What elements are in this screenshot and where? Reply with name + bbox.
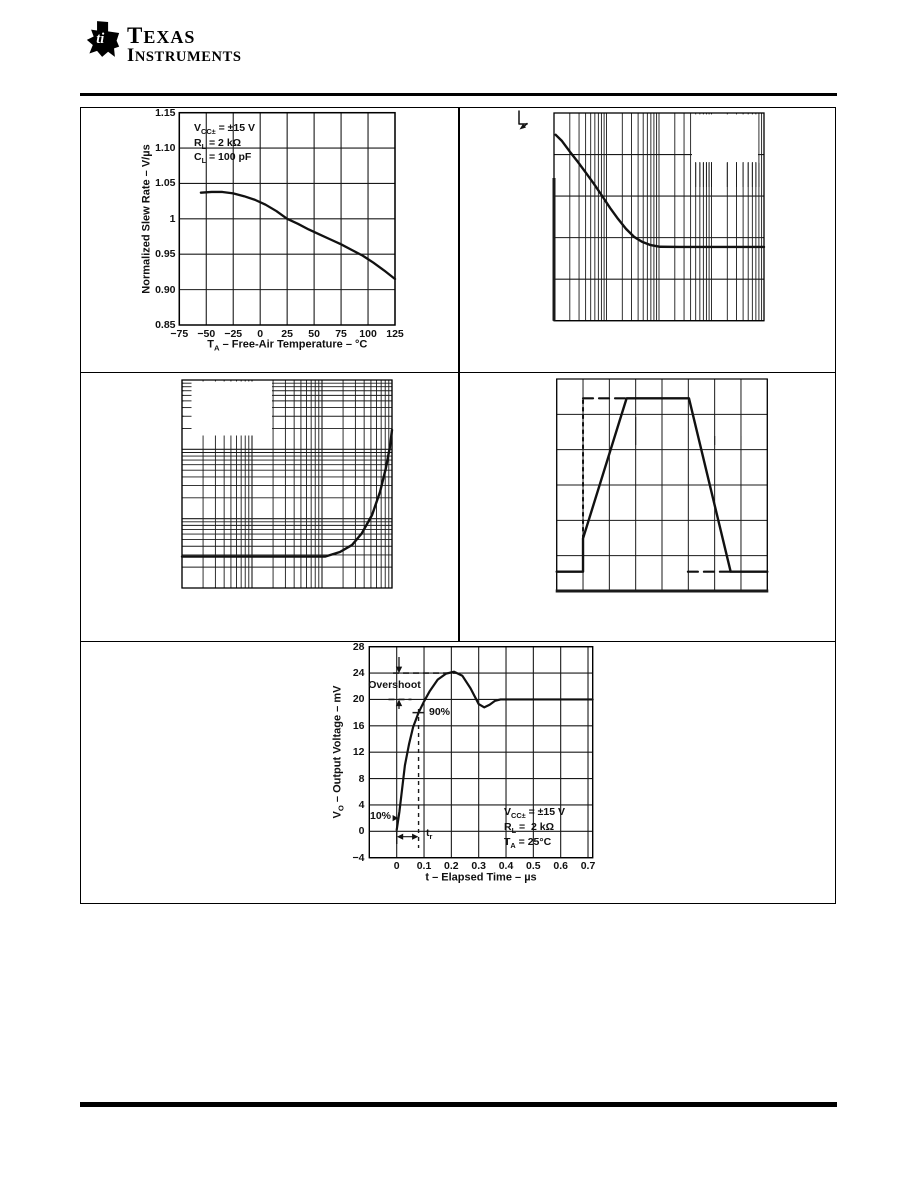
vo-x-tick: 0.4 bbox=[498, 859, 514, 872]
vo-y-tick: 8 bbox=[358, 772, 365, 785]
grid-divider-vertical bbox=[458, 108, 460, 641]
vo-x-tick: 0.3 bbox=[471, 859, 486, 872]
ti-logo bbox=[86, 16, 242, 67]
brand-texas: TEXAS bbox=[127, 23, 196, 48]
slew-x-tick: 125 bbox=[386, 327, 404, 340]
vo-conditions-line: $V_{CC\pm} = \pm 15$ V bbox=[504, 805, 565, 820]
vo-y-tick: 24 bbox=[352, 666, 365, 679]
ti-bug-icon bbox=[86, 16, 120, 62]
p10-label: 10% bbox=[369, 809, 391, 822]
vo-x-tick: 0 bbox=[393, 859, 400, 872]
vo-y-tick: −4 bbox=[352, 851, 365, 864]
charts-grid-frame bbox=[80, 107, 836, 904]
slew-y-tick: 0.95 bbox=[155, 247, 176, 260]
vo-y-tick: 12 bbox=[352, 745, 365, 758]
slew-x-tick: −75 bbox=[170, 327, 189, 340]
vo-x-tick: 0.7 bbox=[580, 859, 596, 872]
ti-bug-letters: ti bbox=[96, 31, 105, 48]
slew-conditions-line: $R_L = 2$ kΩ bbox=[194, 136, 242, 151]
slew-y-tick: 0.85 bbox=[155, 318, 176, 331]
vo-x-tick: 0.2 bbox=[444, 859, 459, 872]
slew-x-tick: 100 bbox=[359, 327, 377, 340]
overshoot-label: Overshoot bbox=[368, 678, 421, 691]
vo-y-tick: 16 bbox=[352, 719, 365, 732]
vo-y-axis-label: $V_O$ – Output Voltage – mV bbox=[331, 685, 346, 819]
grid-divider-row1 bbox=[81, 372, 835, 374]
vo-y-tick: 28 bbox=[352, 640, 365, 653]
slew-x-tick: −50 bbox=[197, 327, 216, 340]
slew-x-axis-label: $T_A$ – Free-Air Temperature – °C bbox=[207, 338, 368, 353]
brand-instruments: INSTRUMENTS bbox=[127, 46, 242, 66]
slew-y-axis-label: Normalized Slew Rate – V/µs bbox=[140, 144, 153, 294]
vo-x-tick: 0.5 bbox=[526, 859, 541, 872]
vo-conditions-line: $T_A = 25^\circ C$ bbox=[504, 836, 552, 851]
vo-y-tick: 4 bbox=[358, 798, 365, 811]
vo-conditions-line: $R_L = 2$ kΩ bbox=[504, 820, 554, 836]
slew-conditions-line: $V_{CC\pm} = \pm 15$ V bbox=[194, 121, 255, 136]
footer-rule bbox=[80, 1102, 837, 1107]
slew-conditions-line: $C_L = 100$ pF bbox=[194, 151, 252, 166]
slew-y-tick: 1.15 bbox=[155, 106, 176, 119]
slew-x-tick: 25 bbox=[281, 327, 293, 340]
vo-y-tick: 20 bbox=[352, 693, 365, 706]
slew-y-tick: 1.10 bbox=[155, 141, 176, 154]
slew-x-tick: 50 bbox=[308, 327, 320, 340]
brand-text bbox=[127, 16, 242, 67]
slew-x-tick: 0 bbox=[257, 327, 264, 340]
grid-divider-row2 bbox=[81, 641, 835, 643]
slew-y-tick: 1.05 bbox=[155, 177, 176, 190]
slew-x-tick: 75 bbox=[335, 327, 347, 340]
vo-y-tick: 0 bbox=[358, 825, 365, 838]
header-rule bbox=[80, 93, 837, 97]
slew-x-tick: −25 bbox=[224, 327, 243, 340]
slew-y-tick: 1 bbox=[169, 212, 176, 225]
vo-x-tick: 0.6 bbox=[553, 859, 568, 872]
p90-label: 90% bbox=[429, 705, 451, 718]
vo-x-tick: 0.1 bbox=[416, 859, 432, 872]
vo-x-axis-label: t – Elapsed Time – µs bbox=[425, 871, 537, 883]
slew-y-tick: 0.90 bbox=[155, 283, 176, 296]
rise-time-label: $t_r$ bbox=[426, 826, 433, 841]
